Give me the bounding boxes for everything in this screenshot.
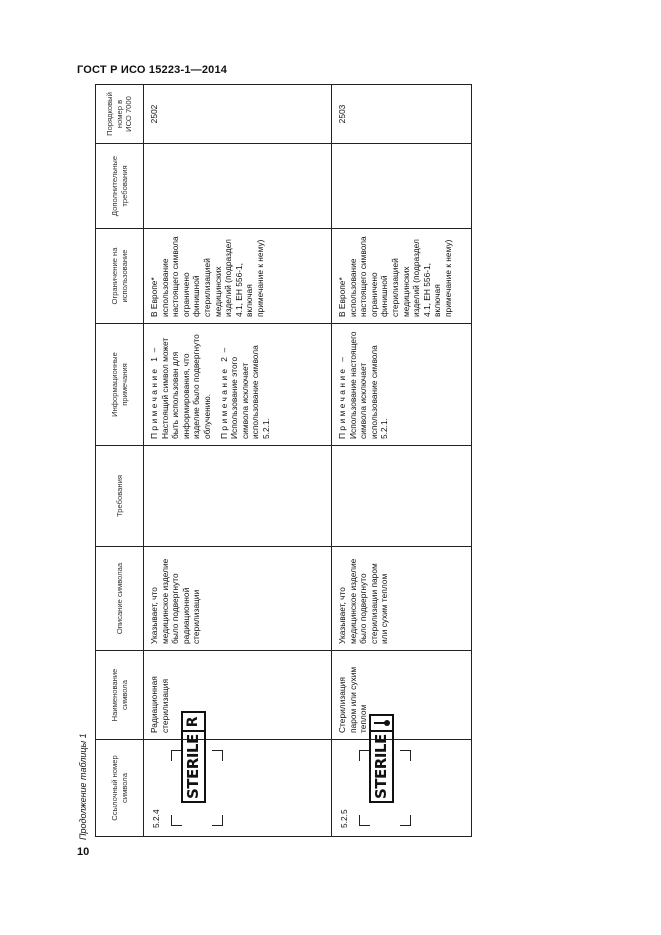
sterile-steam-icon: STERILE [369, 714, 394, 803]
symbol-notes [144, 324, 332, 446]
symbol-description: Указывает, что медицинское изделие было подвергнуто радиационной стерилизации [144, 547, 332, 651]
symbols-table-frame [95, 85, 472, 837]
table-continuation-caption: Продолжение таблицы 1 [78, 733, 88, 840]
symbol-additional [144, 144, 332, 229]
note-1-text: Использование настоящего символа исключает использование символа 5.2.1. [347, 331, 390, 439]
sterile-r-icon: STERILE R [181, 712, 206, 804]
table-row [144, 85, 332, 837]
symbol-ref: 5.2.5 [339, 809, 349, 828]
symbol-cell [144, 716, 332, 837]
thermometer-icon [371, 716, 392, 732]
symbol-ref: 5.2.4 [151, 809, 161, 828]
symbols-table [95, 84, 472, 837]
col-header-notes: Информационные примечания [96, 324, 144, 446]
document-header: ГОСТ Р ИСО 15223-1—2014 [77, 64, 228, 76]
symbol-cell [332, 734, 472, 837]
col-header-requirements: Требования [96, 446, 144, 547]
note-1-label: Примечание – [337, 354, 347, 439]
col-header-ref: Ссылочный номер символа [96, 740, 144, 837]
page-number: 10 [77, 846, 90, 858]
symbol-requirements [144, 446, 332, 547]
symbol-notes [332, 324, 472, 446]
note-1-label: Примечание 1 [149, 354, 159, 439]
note-2-label: Примечание 2 [218, 354, 229, 439]
symbol-iso-number: 2503 [332, 85, 472, 144]
symbol-requirements [332, 446, 472, 547]
symbol-iso-number: 2502 [144, 85, 332, 144]
col-header-restriction: Ограничение на использование [96, 229, 144, 324]
table-row [332, 85, 472, 837]
col-header-iso: Порядковый номер в ИСО 7000 [96, 85, 144, 144]
table-header-row [96, 85, 144, 837]
symbol-restriction: В Европе* использование настоящего символа ограничено финишной стерилизацией медицинских изделий (подраздел 4.1, ЕН 556-1, включая примечание к нему) [144, 229, 332, 324]
symbol-additional [332, 144, 472, 229]
col-header-description: Описание символаа [96, 547, 144, 651]
symbol-restriction: В Европе* использование настоящего символа ограничено финишной стерилизацией медицинских изделий (подраздел 4.1, ЕН 556-1, включая примечание к нему) [332, 229, 472, 324]
col-header-additional: Дополнительные требования [96, 144, 144, 229]
symbol-name: Радиационная стерилизация [144, 651, 332, 740]
note-1-text: – Настоящий символ может быть использован для информирования, что изделие было подвергнуто облучению. [149, 334, 212, 439]
symbol-description: Указывает, что медицинское изделие было подвергнуто стерилизации паром или сухим теплом [332, 547, 472, 651]
note-2-text: – Использование этого символа исключает использование символа 5.2.1. [218, 345, 271, 439]
symbol-name: Стерилизация паром или сухим теплом [332, 651, 472, 740]
col-header-name: Наименование символа [96, 651, 144, 740]
